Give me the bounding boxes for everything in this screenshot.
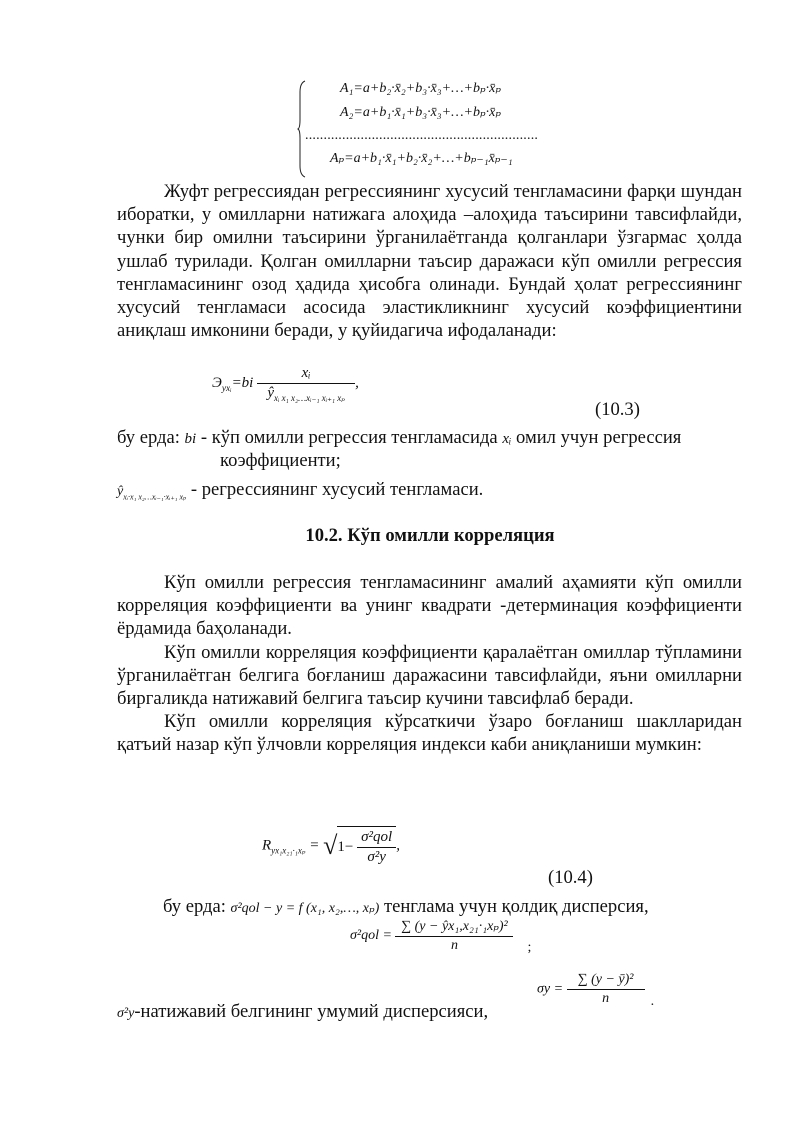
- fraction-sigma-y: $\frac{\text{∑ (y − ȳ)²}}{n}$: [567, 972, 645, 1007]
- final-line: σ²y-натижавий белгининг умумий дисперсияси,: [117, 1001, 489, 1022]
- section-heading-wrap: [0, 525, 800, 547]
- fraction-sigma-qol: $\frac{\text{∑ (y − ŷx₁,x₂₁·₁xₚ)²}}{n}$: [395, 918, 513, 954]
- system-line-4: Aₚ=a+b₁·x̄₁+b₂·x̄₂+…+bₚ₋₁x̄ₚ₋₁: [330, 151, 513, 166]
- paragraph-4: Кўп омилли корреляция кўрсаткичи ўзаро боғланиш шаклларидан қатъий назар кўп ўлчовли корреляция индекси каби аниқланиши мумкин:: [117, 711, 742, 756]
- fraction-10-4: $\frac{\text{σ²qol}}{\text{σ²y}}$: [357, 829, 396, 866]
- fraction-10-3: $\frac{\text{xᵢ}}{ŷ_{xᵢ x_1 x_2\dots xᵢ_{-1} xᵢ_{+1} x_p}}$: [257, 365, 355, 402]
- where-1-continued: коэффициенти;: [220, 450, 341, 471]
- paragraph-3: Кўп омилли корреляция коэффициенти қаралаётган омиллар тўпламини ўрганилаётган белгига боғланиш даражасини тавсифлайди, яъни омилларни биргаликда натижавий белгига таъсир кучини тавсифлаб беради.: [117, 641, 742, 710]
- system-dots: ...............................................................: [305, 128, 539, 143]
- section-heading: 10.2. Кўп омилли корреляция: [305, 525, 555, 546]
- system-line-2: A₂=a+b₁·x̄₁+b₃·x̄₃+…+bₚ·x̄ₚ: [340, 105, 501, 120]
- where-3: бу ерда: σ²qol − y = f (x₁, x₂,…, xₚ) тенглама учун қолдиқ дисперсия,: [163, 896, 649, 917]
- equation-10-4: $R_{yx_1x_{21}\cdot_1x_p} = √1-$ $\frac{\text{σ²qol}}{\text{σ²y}}$ ,: [262, 826, 400, 866]
- equation-sigma-qol: σ²qol = $\frac{\text{∑ (y − ŷx₁,x₂₁·₁xₚ)²}}{n}$ ;: [350, 919, 532, 956]
- where-2: $ŷ_{xᵢ\cdot x_1 x_2\dots xᵢ_{-1}\cdot xᵢ_{+1} x_p}$ - регрессиянинг хусусий тенгламаси.: [117, 479, 484, 502]
- paragraph-1: Жуфт регрессиядан регрессиянинг хусусий тенгламасини фарқи шундан иборатки, у омилларни натижага алоҳида –алоҳида таъсирини тавсифлайди, чунки бир омилни таъсирини ўрганилаётганда қолганлари ўзгармас ҳолда ушлаб турилади. Қолган омилларни таъсир даражаси кўп омилли регрессия тенгламасининг озод ҳадида ҳисобга олинади. Бундай ҳолат регрессиянинг хусусий тенгламаси асосида эластикликнинг хусусий коэффициентини аниқлаш имконини беради, у қуйидагича ифодаланади:: [117, 181, 742, 342]
- equation-number-10-3: (10.3): [595, 399, 640, 420]
- paragraphs-correlation: [117, 571, 742, 757]
- system-line-1: A₁=a+b₂·x̄₂+b₃·x̄₃+…+bₚ·x̄ₚ: [340, 81, 501, 96]
- equation-sigma-y: σy = $\frac{\text{∑ (y − ȳ)²}}{n}$ .: [537, 972, 655, 1009]
- paragraph-2: Кўп омилли регрессия тенгламасининг амалий аҳамияти кўп омилли корреляция коэффициенти ва унинг квадрати -детерминация коэффициенти ёрдамида баҳоланади.: [117, 572, 742, 640]
- equation-10-3: $Э_{yxᵢ}=bi$ $\frac{\text{xᵢ}}{ŷ_{xᵢ x_1 x_2\dots xᵢ_{-1} xᵢ_{+1} x_p}}$ ,: [212, 365, 359, 403]
- where-1: бу ерда: bi - кўп омилли регрессия тенгламасида xᵢ омил учун регрессия: [117, 427, 682, 448]
- equation-number-10-4: (10.4): [548, 867, 593, 888]
